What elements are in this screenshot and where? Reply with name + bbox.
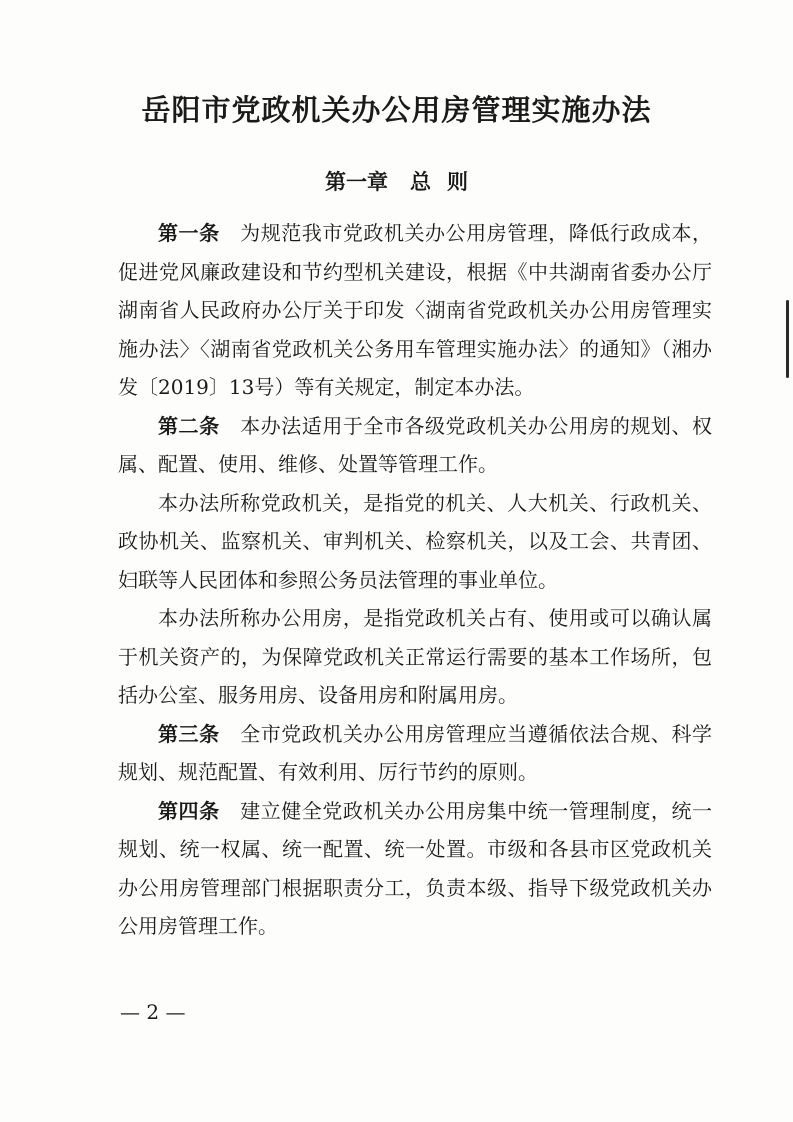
document-body: [118, 214, 712, 946]
article-2-paragraph: [118, 407, 712, 484]
article-3-paragraph: [118, 715, 712, 792]
chapter-heading: [0, 166, 793, 196]
chapter-title-char-2: 则: [447, 169, 468, 194]
chapter-number: 第一章: [325, 169, 388, 194]
article-3-text: 全市党政机关办公用房管理应当遵循依法合规、科学规划、规范配置、有效利用、厉行节约的原则。: [118, 721, 713, 784]
article-2-text: 本办法适用于全市各级党政机关办公用房的规划、权属、配置、使用、维修、处置等管理工作。: [118, 413, 713, 476]
article-2-definition-agencies: [118, 484, 712, 600]
definition-office-space-text: 本办法所称办公用房，是指党政机关占有、使用或可以确认属于机关资产的，为保障党政机关正常运行需要的基本工作场所，包括办公室、服务用房、设备用房和附属用房。: [118, 606, 712, 707]
chapter-title-char-1: 总: [410, 169, 431, 194]
article-4-paragraph: [118, 792, 712, 946]
definition-agencies-text: 本办法所称党政机关，是指党的机关、人大机关、行政机关、政协机关、监察机关、审判机关、检察机关，以及工会、共青团、妇联等人民团体和参照公务员法管理的事业单位。: [118, 490, 712, 592]
scan-edge-mark: [786, 300, 789, 378]
article-1-text: 为规范我市党政机关办公用房管理，降低行政成本，促进党风廉政建设和节约型机关建设，根据《中共湖南省委办公厅湖南省人民政府办公厅关于印发〈湖南省党政机关办公用房管理实施办法〉〈湖南省党政机关公务用车管理实施办法〉的通知》（湘办发〔2019〕13号）等有关规定，制定本办法。: [118, 221, 713, 399]
article-4-text: 建立健全党政机关办公用房集中统一管理制度，统一规划、统一权属、统一配置、统一处置。市级和各县市区党政机关办公用房管理部门根据职责分工，负责本级、指导下级党政机关办公用房管理工作。: [118, 798, 713, 938]
document-title: 岳阳市党政机关办公用房管理实施办法: [141, 93, 652, 127]
article-1-label: 第一条: [158, 221, 220, 245]
article-3-label: 第三条: [158, 721, 220, 746]
article-2-definition-office-space: [118, 599, 712, 715]
article-1-paragraph: [118, 214, 712, 407]
article-2-label: 第二条: [158, 413, 220, 438]
page-number: — 2 —: [120, 1000, 186, 1024]
article-4-label: 第四条: [158, 798, 220, 823]
